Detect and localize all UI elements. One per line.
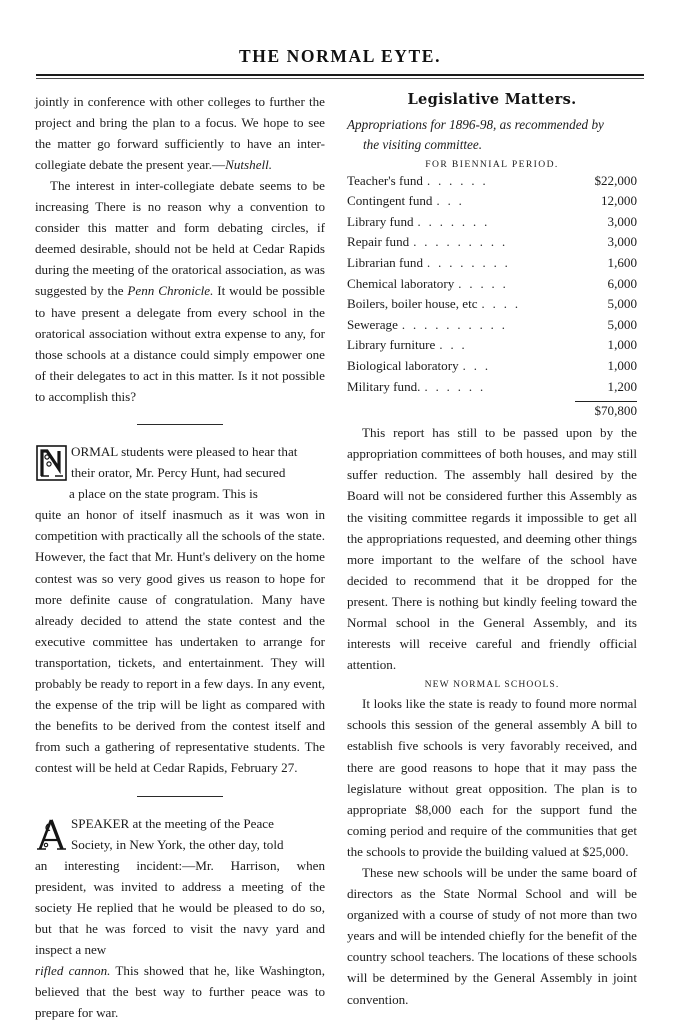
continued-text: jointly in conference with other colleges to further the project and bring the plan to a focus. We hope to see the matter go forward sufficiently to have an inter-collegiate debate the present year.— <box>35 94 325 172</box>
publication-title: THE NORMAL EYTE. <box>0 46 680 67</box>
fund-amount: 1,000 <box>594 358 637 379</box>
item-divider-2 <box>137 796 223 797</box>
fund-amount: 5,000 <box>594 317 637 338</box>
right-column <box>347 91 637 1023</box>
fund-amount: 12,000 <box>594 193 637 214</box>
masthead-rule <box>36 74 644 79</box>
source-citation-nutshell: Nutshell. <box>225 157 272 172</box>
fund-label: Teacher's fund <box>347 173 427 188</box>
leader-dots: . . . <box>439 338 467 352</box>
ornate-initial-a <box>35 815 69 855</box>
fund-label-cell <box>347 234 594 255</box>
ornate-initial-n <box>35 443 69 483</box>
source-citation-penn-chronicle: Penn Chronicle. <box>127 283 213 298</box>
appropriations-table <box>347 173 637 400</box>
debate-text-part1: The interest in inter-collegiate debate seems to be increasing There is no reason why a convention to consider this matter and form debating circles, if deemed desirable, should not be held at Cedar Rapids during the meeting of the oratorical association, as was suggested by the <box>35 178 325 298</box>
leader-dots: . . . . . <box>458 277 508 291</box>
left-column <box>35 91 325 1023</box>
fund-amount: $22,000 <box>594 173 637 194</box>
final-paragraph: These new schools will be under the same board of directors as the State Normal School and will be organized with a course of study of not more than two years and will be intended chiefly for the benefit of the country school teachers. The locations of these schools will be determined by the General Assembly in joint convention. <box>347 862 637 1010</box>
appropriations-total-block <box>347 399 637 419</box>
section-title-legislative-matters: Legislative Matters. <box>347 91 637 108</box>
subtitle-line-2: the visiting committee. <box>347 135 637 155</box>
fund-amount: 6,000 <box>594 276 637 297</box>
appropriations-total: $70,800 <box>575 403 637 419</box>
fund-label-cell <box>347 214 594 235</box>
section-subtitle <box>347 115 637 155</box>
report-paragraph: This report has still to be passed upon by the appropriation committees of both houses, and may still suffer reduction. The assembly hall desired by the Board will not be considered further this Assembly as the visiting committee regards it impossible to get all the appropriations requested, and deeming other things more important to the welfare of the school have decided to recommend that it be dropped for the present. There is nothing but kindly feeling toward the Normal school in the General Assembly, and its interests will receive careful and friendly official attention. <box>347 422 637 675</box>
table-row <box>347 173 637 194</box>
leader-dots: . . . . . . . . . <box>413 235 507 249</box>
fund-label: Contingent fund <box>347 193 436 208</box>
fund-label: Repair fund <box>347 234 413 249</box>
leader-dots: . . . . . . <box>424 380 485 394</box>
fund-label-cell <box>347 193 594 214</box>
peace-society-body-part1: an interesting incident:—Mr. Harrison, when president, was invited to address a meeting of the society He replied that he would be pleased to do so, but that he was forced to visit the navy yard and inspect a new <box>35 855 325 960</box>
fund-label-cell <box>347 317 594 338</box>
fund-amount: 1,200 <box>594 379 637 400</box>
masthead <box>0 0 680 67</box>
fund-amount: 1,600 <box>594 255 637 276</box>
fund-label: Boilers, boiler house, etc <box>347 296 482 311</box>
leader-dots: . . . <box>463 359 491 373</box>
fund-label-cell <box>347 379 594 400</box>
total-rule <box>575 401 637 402</box>
column-container <box>35 91 647 1023</box>
continued-paragraph <box>35 91 325 175</box>
fund-label-cell <box>347 358 594 379</box>
leader-dots: . . . . . . . . <box>427 256 510 270</box>
table-row <box>347 234 637 255</box>
new-schools-paragraph: It looks like the state is ready to found more normal schools this session of the general assembly A bill to establish five schools is very favorably received, and there are good reasons to hope that it may pass the legislature without great opposition. The plan is to appropriate $8,000 each for the support fund the coming period and require of the communities that get the schools to provide the building valued at $25,000. <box>347 693 637 862</box>
fund-amount: 3,000 <box>594 214 637 235</box>
table-row <box>347 337 637 358</box>
dropcap-line-3: a place on the state program. This is <box>35 483 325 504</box>
fund-label-cell <box>347 276 594 297</box>
debate-paragraph <box>35 175 325 407</box>
table-row <box>347 379 637 400</box>
leader-dots: . . . . <box>482 297 521 311</box>
debate-text-part2: It would be possible to have present a delegate from every school in the oratorical association without extra expense to any, for those schools at a distance could simply empower one of their delegates to act in this matter. Is it not possible to accomplish this? <box>35 283 325 403</box>
subheading-new-normal-schools: NEW NORMAL SCHOOLS. <box>347 679 637 690</box>
fund-amount: 3,000 <box>594 234 637 255</box>
fund-label: Biological laboratory <box>347 358 463 373</box>
fund-label: Library furniture <box>347 337 439 352</box>
leader-dots: . . . . . . . . . . <box>402 318 507 332</box>
italic-phrase-rifled-cannon: rifled cannon. <box>35 963 110 978</box>
table-heading-biennial-period: FOR BIENNIAL PERIOD. <box>347 159 637 170</box>
normal-students-body: quite an honor of itself inasmuch as it was won in competition with practically all the schools of the state. However, the fact that Mr. Hunt's delivery on the home contest was so very good gives us reason to hope for more definite cause of congratulation. Many have already decided to attend the state contest and the executive committee has undertaken to arrange for transportation, tickets, and entertainment. They will probably be ready to report in a few days. In any event, the expense of the trip will be light as compared with the benefits to be derived from the contest itself and from such a gathering of representative students. The contest will be held at Cedar Rapids, February 27. <box>35 504 325 778</box>
fund-label: Librarian fund <box>347 255 427 270</box>
fund-amount: 5,000 <box>594 296 637 317</box>
leader-dots: . . . <box>436 194 464 208</box>
peace-society-item <box>35 813 325 1023</box>
dropcap-line-1: SPEAKER at the meeting of the Peace <box>35 813 325 834</box>
table-row <box>347 255 637 276</box>
fund-label-cell <box>347 255 594 276</box>
dropcap-line-2: their orator, Mr. Percy Hunt, had secured <box>35 462 325 483</box>
subtitle-line-1: Appropriations for 1896-98, as recommended by <box>347 117 604 132</box>
table-row <box>347 317 637 338</box>
peace-society-body-part2: This showed that he, like Washington, believed that the best way to further peace was to prepare for war. <box>35 963 325 1020</box>
leader-dots: . . . . . . <box>427 174 488 188</box>
dropcap-line-1: ORMAL students were pleased to hear that <box>35 441 325 462</box>
fund-label-cell <box>347 173 594 194</box>
fund-label-cell <box>347 337 594 358</box>
appropriations-table-body <box>347 173 637 400</box>
fund-label: Chemical laboratory <box>347 276 458 291</box>
normal-students-item <box>35 441 325 779</box>
leader-dots: . . . . . . . <box>418 215 490 229</box>
fund-label: Sewerage <box>347 317 402 332</box>
table-row <box>347 276 637 297</box>
fund-label-cell <box>347 296 594 317</box>
fund-amount: 1,000 <box>594 337 637 358</box>
table-row <box>347 296 637 317</box>
table-row <box>347 214 637 235</box>
fund-label: Library fund <box>347 214 418 229</box>
dropcap-line-2: Society, in New York, the other day, told <box>35 834 325 855</box>
table-row <box>347 358 637 379</box>
fund-label: Military fund. <box>347 379 424 394</box>
item-divider-1 <box>137 424 223 425</box>
table-row <box>347 193 637 214</box>
